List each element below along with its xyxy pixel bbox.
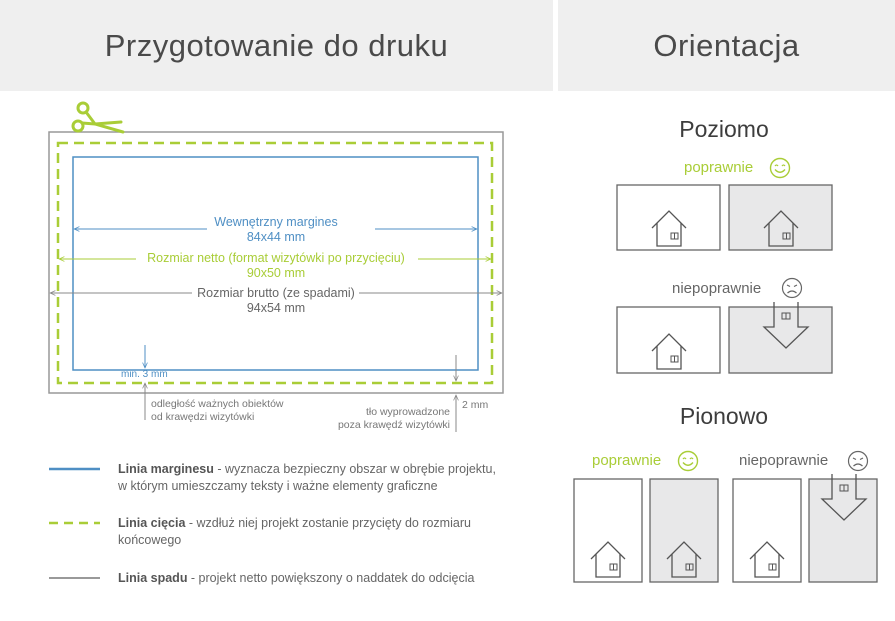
happy-icon	[771, 159, 790, 178]
scissors-icon	[73, 103, 123, 132]
horizontal-incorrect-label: niepoprawnie	[672, 280, 762, 297]
horizontal-title: Poziomo	[679, 116, 769, 142]
legend-margin: Linia marginesu - wyznacza bezpieczny obszar w obrębie projektu, w którym umieszczamy teksty i ważne elementy graficzne	[118, 462, 496, 493]
vertical-correct-label: poprawnie	[592, 452, 662, 469]
two-mm-label: 2 mm	[462, 399, 489, 411]
gross-size-label: Rozmiar brutto (ze spadami) 94x54 mm	[197, 286, 355, 315]
inner-margin-label: Wewnętrzny margines 84x44 mm	[214, 215, 338, 244]
vertical-title: Pionowo	[679, 403, 769, 429]
min-margin-label: min. 3 mm	[121, 369, 168, 380]
legend-cut: Linia cięcia - wzdłuż niej projekt zostanie przycięty do rozmiaru końcowego	[118, 516, 471, 547]
header-title-left: Przygotowanie do druku	[104, 27, 449, 63]
horizontal-correct-label: poprawnie	[684, 159, 754, 176]
header-title-right: Orientacja	[653, 27, 800, 63]
legend-bleed: Linia spadu - projekt netto powiększony o naddatek do odcięcia	[118, 571, 475, 585]
net-size-label: Rozmiar netto (format wizytówki po przycięciu) 90x50 mm	[147, 251, 405, 280]
sad-icon	[783, 279, 802, 298]
note-right: tło wyprowadzone poza krawędź wizytówki	[337, 406, 450, 431]
note-left: odległość ważnych obiektów od krawędzi wizytówki	[151, 398, 284, 423]
vertical-incorrect-label: niepoprawnie	[739, 452, 829, 469]
